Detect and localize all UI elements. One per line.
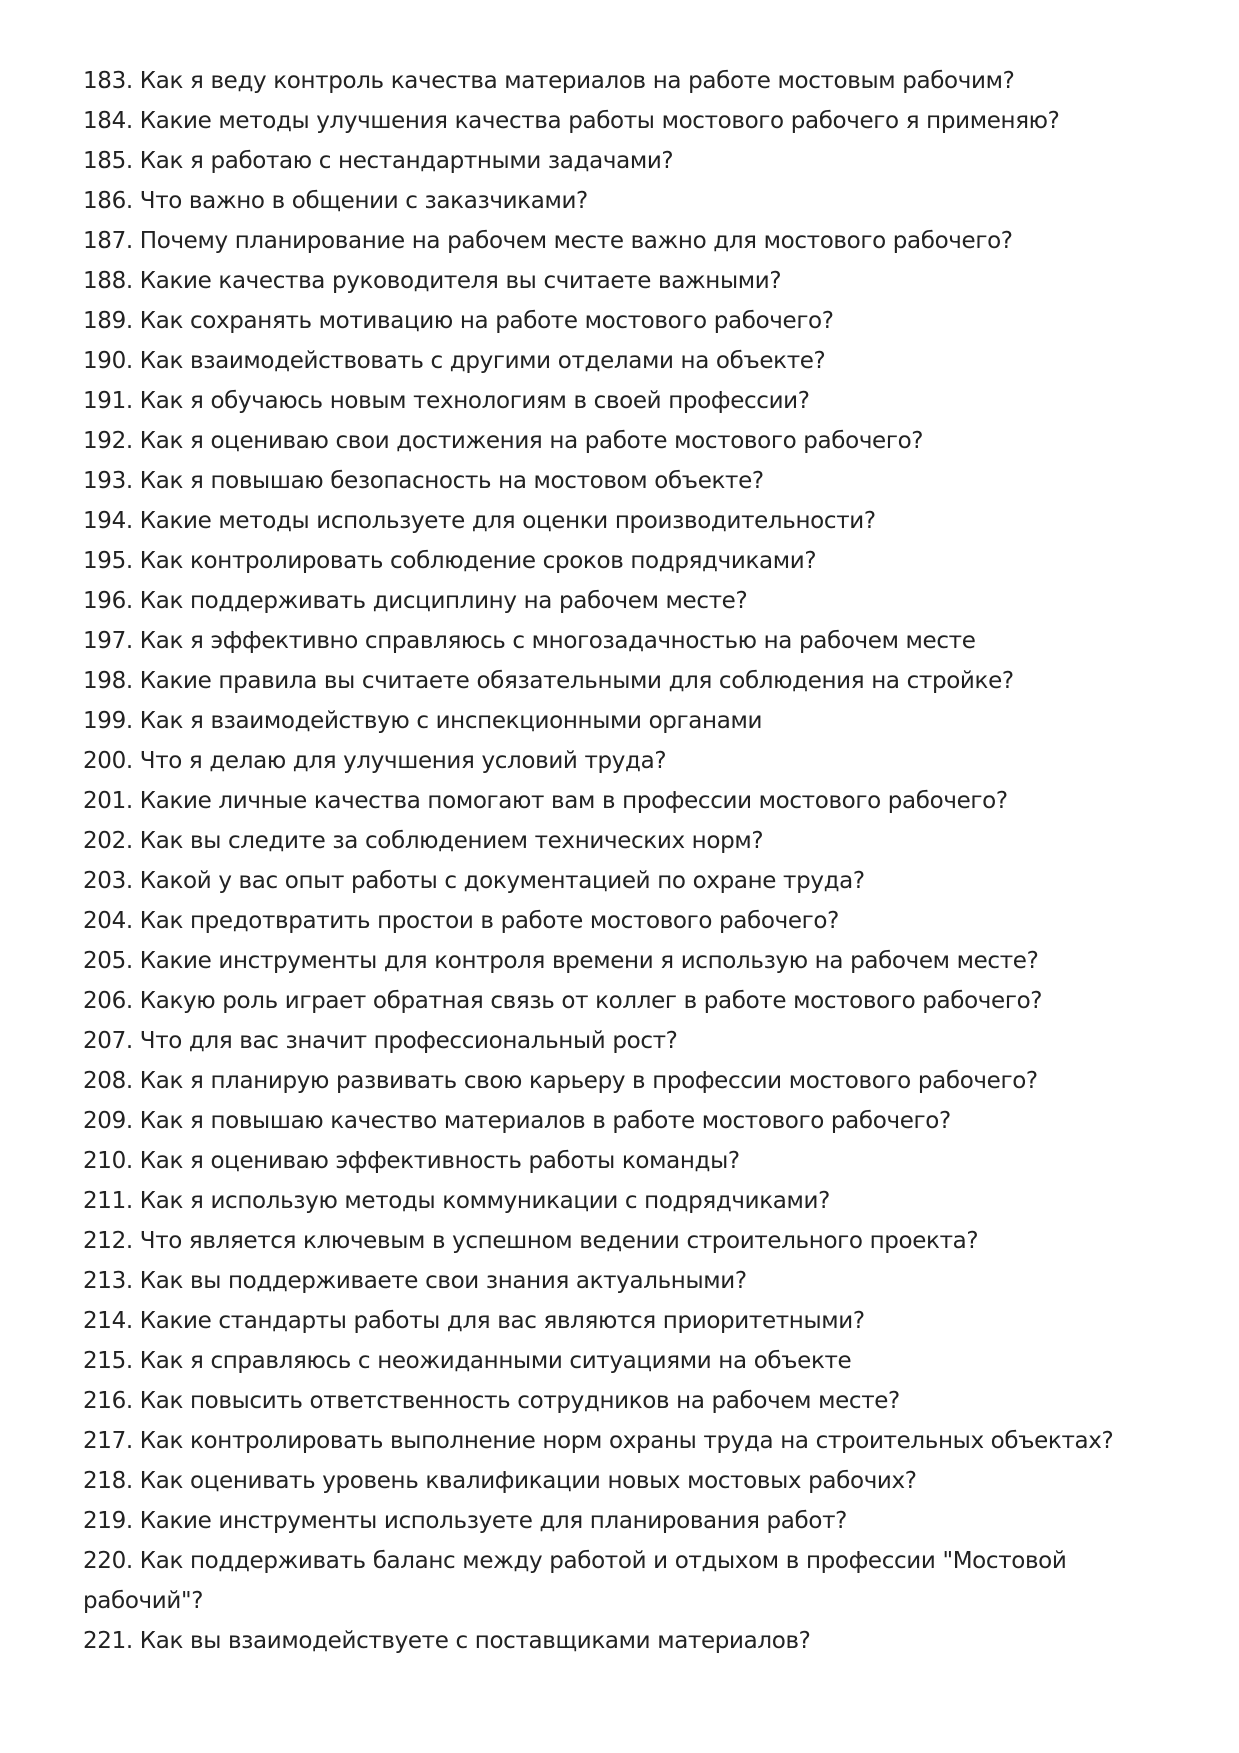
question-190: 190. Как взаимодействовать с другими отделами на объекте? (83, 348, 826, 374)
question-187: 187. Почему планирование на рабочем месте важно для мостового рабочего? (83, 228, 1013, 254)
question-200: 200. Что я делаю для улучшения условий труда? (83, 748, 667, 774)
question-204: 204. Как предотвратить простои в работе мостового рабочего? (83, 908, 839, 934)
question-209: 209. Как я повышаю качество материалов в работе мостового рабочего? (83, 1108, 951, 1134)
question-221: 221. Как вы взаимодействуете с поставщиками материалов? (83, 1628, 811, 1654)
question-196: 196. Как поддерживать дисциплину на рабочем месте? (83, 588, 748, 614)
question-199: 199. Как я взаимодействую с инспекционными органами (83, 708, 763, 734)
question-185: 185. Как я работаю с нестандартными задачами? (83, 148, 674, 174)
question-216: 216. Как повысить ответственность сотрудников на рабочем месте? (83, 1388, 900, 1414)
question-214: 214. Какие стандарты работы для вас являются приоритетными? (83, 1308, 865, 1334)
question-189: 189. Как сохранять мотивацию на работе мостового рабочего? (83, 308, 834, 334)
question-219: 219. Какие инструменты используете для планирования работ? (83, 1508, 847, 1534)
question-197: 197. Как я эффективно справляюсь с многозадачностью на рабочем месте (83, 628, 976, 654)
question-212: 212. Что является ключевым в успешном ведении строительного проекта? (83, 1228, 979, 1254)
question-191: 191. Как я обучаюсь новым технологиям в своей профессии? (83, 388, 810, 414)
question-list (83, 61, 1173, 1661)
question-202: 202. Как вы следите за соблюдением технических норм? (83, 828, 764, 854)
question-184: 184. Какие методы улучшения качества работы мостового рабочего я применяю? (83, 108, 1060, 134)
question-218: 218. Как оценивать уровень квалификации новых мостовых рабочих? (83, 1468, 917, 1494)
question-193: 193. Как я повышаю безопасность на мостовом объекте? (83, 468, 764, 494)
question-220: 220. Как поддерживать баланс между работой и отдыхом в профессии "Мостовой рабочий"? (83, 1548, 1067, 1614)
question-207: 207. Что для вас значит профессиональный рост? (83, 1028, 678, 1054)
question-203: 203. Какой у вас опыт работы с документацией по охране труда? (83, 868, 865, 894)
question-188: 188. Какие качества руководителя вы считаете важными? (83, 268, 782, 294)
question-201: 201. Какие личные качества помогают вам в профессии мостового рабочего? (83, 788, 1008, 814)
question-210: 210. Как я оцениваю эффективность работы команды? (83, 1148, 740, 1174)
question-206: 206. Какую роль играет обратная связь от коллег в работе мостового рабочего? (83, 988, 1043, 1014)
question-186: 186. Что важно в общении с заказчиками? (83, 188, 588, 214)
question-192: 192. Как я оцениваю свои достижения на работе мостового рабочего? (83, 428, 924, 454)
question-215: 215. Как я справляюсь с неожиданными ситуациями на объекте (83, 1348, 852, 1374)
question-195: 195. Как контролировать соблюдение сроков подрядчиками? (83, 548, 817, 574)
question-183: 183. Как я веду контроль качества материалов на работе мостовым рабочим? (83, 68, 1015, 94)
question-194: 194. Какие методы используете для оценки производительности? (83, 508, 876, 534)
question-208: 208. Как я планирую развивать свою карьеру в профессии мостового рабочего? (83, 1068, 1038, 1094)
question-217: 217. Как контролировать выполнение норм охраны труда на строительных объектах? (83, 1428, 1114, 1454)
question-211: 211. Как я использую методы коммуникации с подрядчиками? (83, 1188, 830, 1214)
question-213: 213. Как вы поддерживаете свои знания актуальными? (83, 1268, 747, 1294)
question-205: 205. Какие инструменты для контроля времени я использую на рабочем месте? (83, 948, 1039, 974)
question-198: 198. Какие правила вы считаете обязательными для соблюдения на стройке? (83, 668, 1014, 694)
